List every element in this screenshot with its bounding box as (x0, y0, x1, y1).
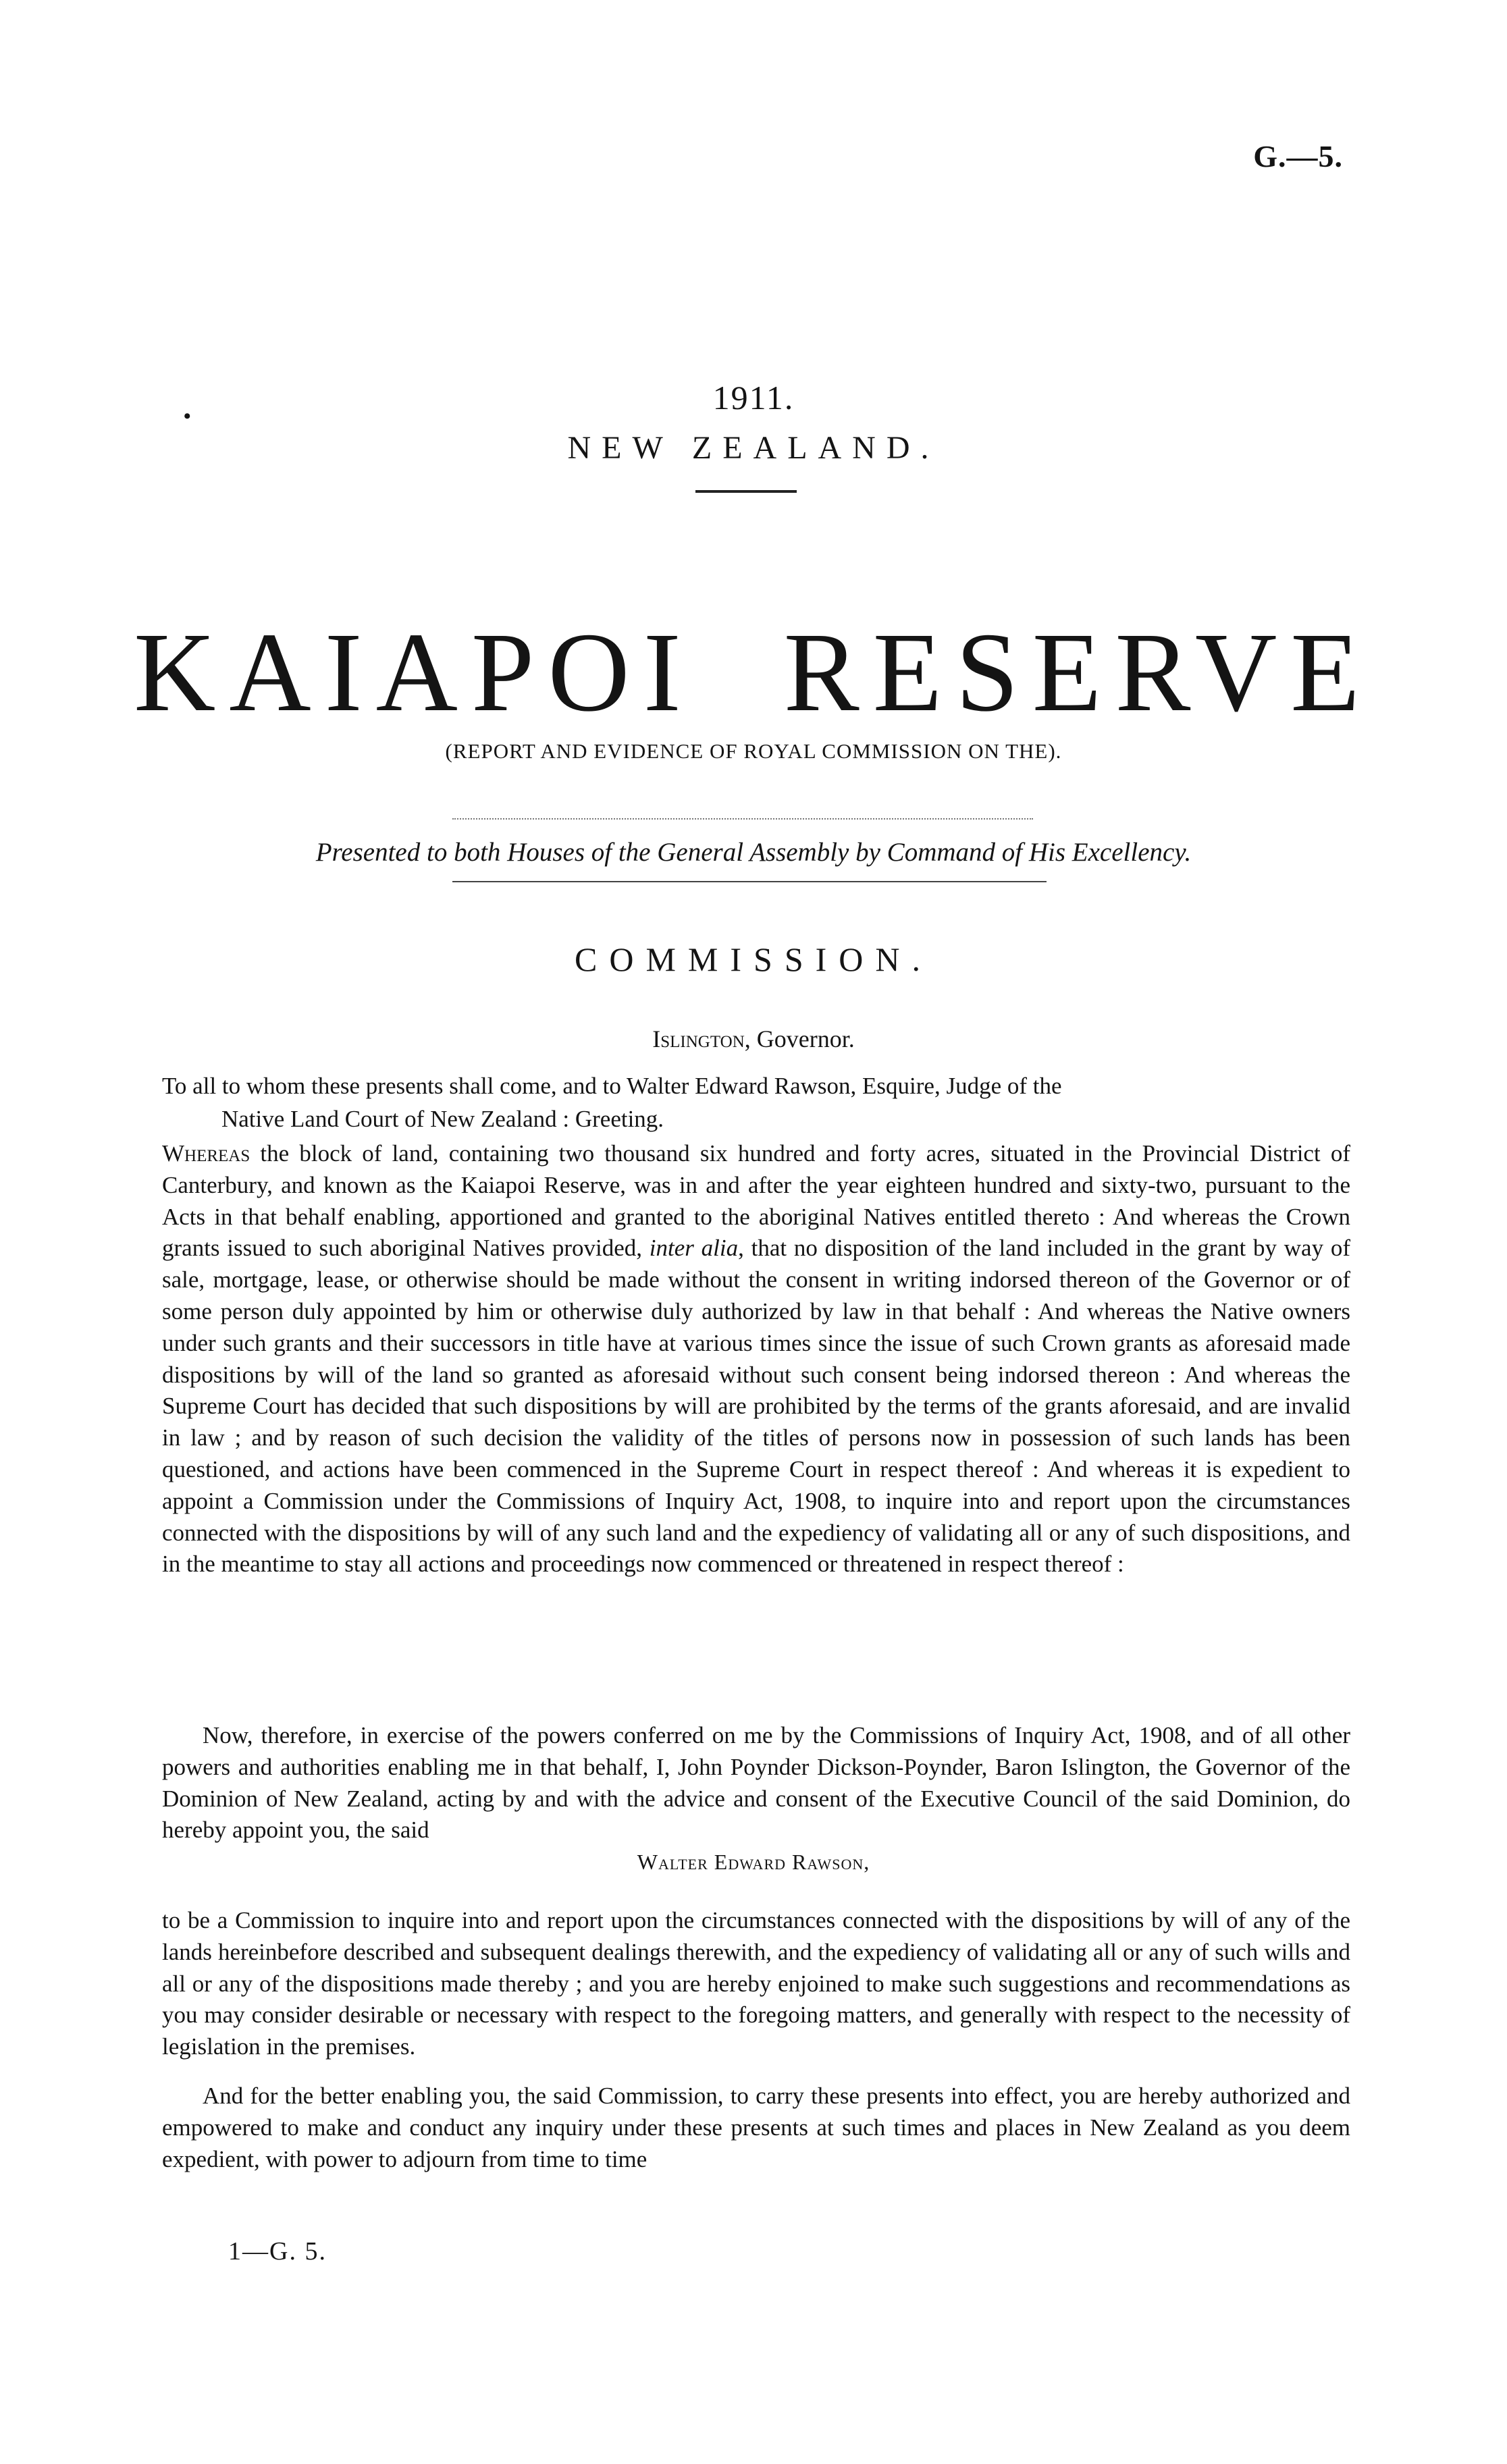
address-line-cont: Native Land Court of New Zealand : Greeting. (221, 1106, 664, 1132)
appointment-paragraph: Now, therefore, in exercise of the powers conferred on me by the Commissions of Inquiry Act, 1908, and of all other powers and authorities enabling me in that behalf, I, John Poynder Dickson-Poynder, Baron Islington, the Governor of the Dominion of New Zealand, acting by and with the advice and consent of the Executive Council of the said Dominion, do hereby appoint you, the said (162, 1722, 1350, 1844)
dotted-rule (452, 818, 1033, 820)
document-title: KAIAPOI RESERVE (134, 610, 1373, 735)
page-reference: G.—5. (1253, 139, 1343, 173)
appointee-name: Walter Edward Rawson, (637, 1850, 870, 1874)
divider-rule (695, 490, 797, 493)
section-heading: COMMISSION. (574, 940, 932, 978)
address-line: To all to whom these presents shall come, and to Walter Edward Rawson, Esquire, Judge of the (162, 1073, 1062, 1099)
governor-title: , Governor. (744, 1025, 855, 1052)
whereas-paragraph (162, 1138, 1350, 1580)
stray-print-mark: • (184, 405, 191, 427)
presented-line: Presented to both Houses of the General Assembly by Command of His Excellency. (315, 838, 1192, 867)
document-subtitle: (REPORT AND EVIDENCE OF ROYAL COMMISSION ON THE). (445, 739, 1062, 763)
sheet-signature: 1—G. 5. (228, 2237, 327, 2266)
governor-name: Islington (652, 1025, 745, 1052)
paragraph-text: the block of land, containing two thousand six hundred and forty acres, situated in the Provincial District of Canterbury, and known as the Kaiapoi Reserve, was in and after the year eighteen hundred and sixty-two, pursuant to the Acts in that behalf enabling, apportioned and granted to the aboriginal Natives entitled thereto : And whereas the Crown grants issued to such aboriginal Natives provided, (162, 1140, 1350, 1262)
commission-terms-paragraph: to be a Commission to inquire into and report upon the circumstances connected with the dispositions by will of any of the lands hereinbefore described and subsequent dealings therewith, and the expediency of validating all or any of such wills and all or any of the dispositions made thereby ; and you are hereby enjoined to make such suggestions and recommendations as you may consider desirable or necessary with respect to the foregoing matters, and generally with respect to the necessity of legislation in the premises. (162, 1907, 1350, 2060)
country: NEW ZEALAND. (567, 430, 940, 466)
divider-rule (452, 881, 1047, 882)
year: 1911. (712, 379, 795, 417)
whereas-word: Whereas (162, 1140, 250, 1167)
italic-phrase: inter alia (649, 1235, 739, 1262)
governor-line (0, 1025, 1507, 1053)
address-block (162, 1069, 1350, 1135)
paragraph-text: , that no disposition of the land included in the grant by way of sale, mortgage, lease, or otherwise should be made without the consent in writing indorsed thereon of the Governor or of some person duly appointed by him or otherwise duly authorized by law in that behalf : And whereas the Native owners under such grants and their successors in title have at various times since the issue of such Crown grants as aforesaid made dispositions by will of the land so granted as aforesaid without such consent being indorsed thereon : And whereas the Supreme Court has decided that such dispositions by will are prohibited by the terms of the grants aforesaid, and are invalid in law ; and by reason of such decision the validity of the titles of persons now in possession of such lands has been questioned, and actions have been commenced in the Supreme Court in respect thereof : And whereas it is expedient to appoint a Commission under the Commissions of Inquiry Act, 1908, to inquire into and report upon the circumstances connected with the dispositions by will of any such land and the expediency of validating all or any of such dispositions, and in the meantime to stay all actions and proceedings now commenced or threatened in respect thereof : (162, 1235, 1350, 1578)
powers-paragraph: And for the better enabling you, the said Commission, to carry these presents into effect, you are hereby authorized and empowered to make and conduct any inquiry under these presents at such times and places in New Zealand as you deem expedient, with power to adjourn from time to time (162, 2083, 1350, 2172)
